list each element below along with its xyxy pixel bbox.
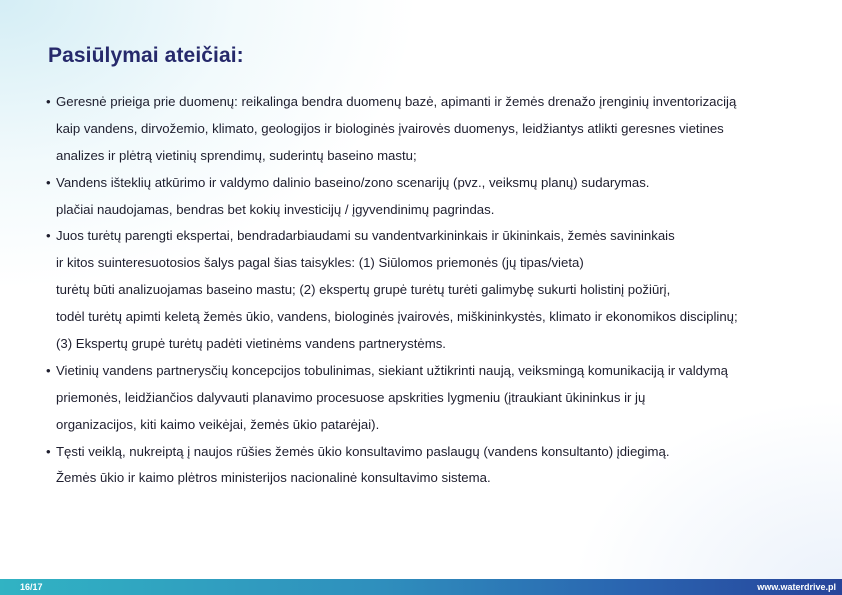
bullet-text: Vandens išteklių atkūrimo ir valdymo dalinio baseino/zono scenarijų (pvz., veiksmų planų) sudarymas. <box>56 174 650 190</box>
bullet-dot-icon: • <box>46 174 51 190</box>
footer-bar <box>0 579 842 595</box>
bullet-dot-icon: • <box>46 443 51 459</box>
slide-title: Pasiūlymai ateičiai: <box>48 44 244 67</box>
bullet-continuation-line <box>46 331 826 358</box>
bullet-continuation-line <box>46 412 826 439</box>
bullet-text: organizacijos, kiti kaimo veikėjai, žemės ūkio patarėjai). <box>56 416 380 432</box>
bullet-text: Tęsti veiklą, nukreiptą į naujos rūšies žemės ūkio konsultavimo paslaugų (vandens konsultanto) įdiegimą. <box>56 443 670 459</box>
bullet-first-line <box>46 439 826 466</box>
bullet-text: kaip vandens, dirvožemio, klimato, geologijos ir biologinės įvairovės duomenys, leidžiantys atlikti geresnes vietines <box>56 120 724 136</box>
bullet-first-line <box>46 89 826 116</box>
page-number: 16/17 <box>20 582 43 592</box>
bullet-first-line <box>46 358 826 385</box>
bullet-continuation-line <box>46 385 826 412</box>
bullet-text: Vietinių vandens partnerysčių koncepcijos tobulinimas, siekiant užtikrinti naują, veiksmingą komunikaciją ir valdymą <box>56 362 728 378</box>
bullet-dot-icon: • <box>46 362 51 378</box>
bullet-text: ir kitos suinteresuotosios šalys pagal šias taisykles: (1) Siūlomos priemonės (jų tipas/vieta) <box>56 255 584 271</box>
bullet-item <box>46 89 826 170</box>
bullet-dot-icon: • <box>46 228 51 244</box>
bullet-continuation-line <box>46 277 826 304</box>
bullet-text: Žemės ūkio ir kaimo plėtros ministerijos nacionalinė konsultavimo sistema. <box>56 470 491 486</box>
bullet-continuation-line <box>46 250 826 277</box>
bullet-item <box>46 358 826 439</box>
bullet-item <box>46 439 826 493</box>
bullet-text: (3) Ekspertų grupė turėtų padėti vietinėms vandens partnerystėms. <box>56 336 446 352</box>
bullet-continuation-line <box>46 197 826 224</box>
bullet-continuation-line <box>46 143 826 170</box>
bullet-continuation-line <box>46 116 826 143</box>
bullet-text: turėtų būti analizuojamas baseino mastu; (2) ekspertų grupė turėtų turėti galimybę sukurti holistinį požiūrį, <box>56 282 671 298</box>
bullet-item <box>46 223 826 357</box>
bullet-text: priemonės, leidžiančios dalyvauti planavimo procesuose apskrities lygmeniu (įtraukiant ūkininkus ir jų <box>56 389 646 405</box>
bullet-first-line <box>46 223 826 250</box>
bullet-continuation-line <box>46 304 826 331</box>
bullet-text: analizes ir plėtrą vietinių sprendimų, suderintų baseino mastu; <box>56 147 417 163</box>
bullet-item <box>46 170 826 224</box>
website-link[interactable]: www.waterdrive.pl <box>757 582 836 592</box>
bullet-text: Geresnė prieiga prie duomenų: reikalinga bendra duomenų bazė, apimanti ir žemės drenažo įrenginių inventorizaciją <box>56 94 737 109</box>
bullet-dot-icon: • <box>46 94 51 109</box>
bullet-text: todėl turėtų apimti keletą žemės ūkio, vandens, biologinės įvairovės, miškininkystės, klimato ir ekonomikos disciplinų; <box>56 309 738 325</box>
bullet-list <box>46 89 826 492</box>
bullet-text: plačiai naudojamas, bendras bet kokių investicijų / įgyvendinimų pagrindas. <box>56 201 495 217</box>
bullet-continuation-line <box>46 465 826 492</box>
bullet-text: Juos turėtų parengti ekspertai, bendradarbiaudami su vandentvarkininkais ir ūkininkais, žemės savininkais <box>56 228 675 244</box>
bullet-first-line <box>46 170 826 197</box>
